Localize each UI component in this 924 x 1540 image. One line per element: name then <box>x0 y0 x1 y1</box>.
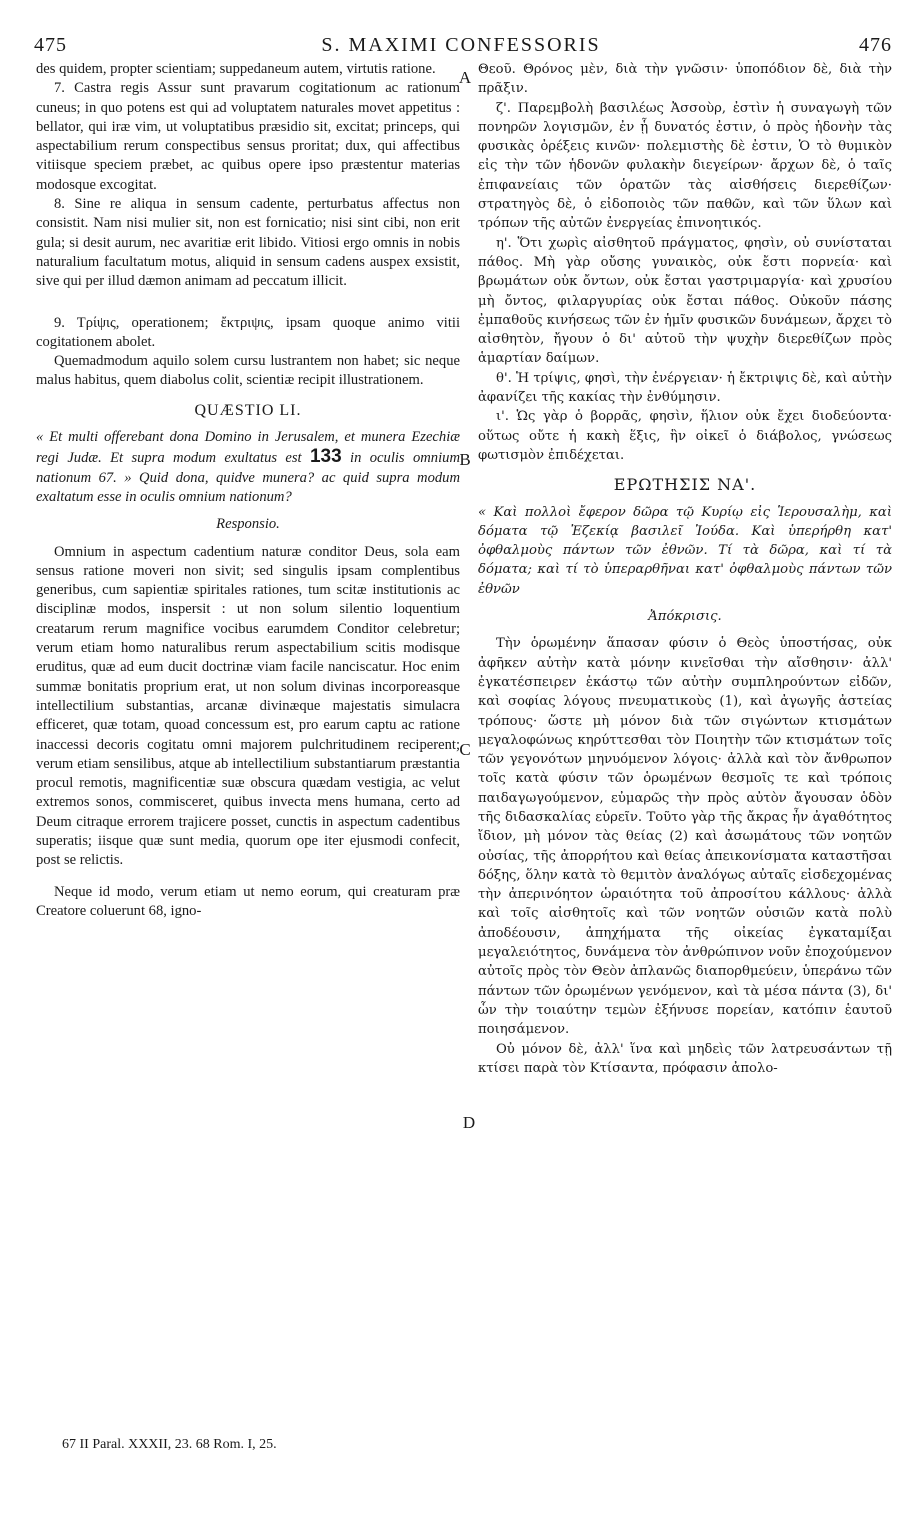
latin-response-heading: Responsio. <box>216 516 280 533</box>
column-number: 133 <box>309 446 342 468</box>
latin-column <box>36 60 460 921</box>
margin-letter-c: C <box>459 740 471 759</box>
latin-quote-part-b: in oculis omnium nationum 67. » Quid dona, quidve munera? ac quid supra modum exaltatum esse in oculis omnium nationum? <box>36 450 460 505</box>
greek-paragraph: ζ'. Παρεμβολὴ βασιλέως Ἀσσοὺρ, ἐστὶν ἡ συναγωγὴ τῶν πονηρῶν λογισμῶν, ἐν ᾗ δυνατός ἐστιν, ὁ πρὸς ἡδονὴν τὰς φυσικὰς ὀρέξεις κινῶν· πολεμιστὴς δὲ ἐστιν, Ὁ τὸ θυμικὸν εἰς τὴν τῶν ἡδονῶν φυλακὴν διεγείρων· ἄρχων δὲ, ὁ ταῖς ἐπιφανείαις τῶν ὁρατῶν τὰς αἰσθήσεις διερεθίζων· στρατηγὸς δὲ, ὁ εἰδοποιὸς τῶν παθῶν, καὶ τῶν ὕλων καὶ τρόπων τῆς αὐτῶν ἐνεργείας ἐπινοητικός. <box>478 100 892 232</box>
greek-paragraph: ι'. Ὡς γὰρ ὁ βορρᾶς, φησὶν, ἥλιον οὐκ ἔχει διοδεύοντα· οὕτως οὔτε ἡ κακὴ ἕξις, ἣν οἰκεῖ ὁ διάβολος, γνώσεως φωτισμὸν ἐπιδέχεται. <box>478 409 892 463</box>
page-number-left: 475 <box>34 34 67 56</box>
greek-question-heading: ΕΡΩΤΗΣΙΣ ΝΑ'. <box>613 475 757 495</box>
greek-paragraph: Θεοῦ. Θρόνος μὲν, διὰ τὴν γνῶσιν· ὑποπόδιον δὲ, διὰ τὴν πρᾶξιν. <box>478 62 892 97</box>
latin-quote-part-a: « Et multi offerebant dona Domino in Jerusalem, et munera Ezechiæ regi Judæ. Et supra modum exultatus est <box>36 429 460 467</box>
latin-paragraph: Quemadmodum aquilo solem cursu lustrantem non habet; sic neque malus habitus, quem diabolus colit, scientiæ recipit illustrationem. <box>36 353 460 389</box>
page-header <box>30 34 892 60</box>
latin-paragraph: Neque id modo, verum etiam ut nemo eorum, qui creaturam præ Creatore coluerunt 68, igno- <box>36 883 460 919</box>
running-title: S. MAXIMI CONFESSORIS <box>321 34 601 56</box>
latin-paragraph: 9. Τρίψις, operationem; ἔκτριψις, ipsam quoque animo vitii cogitationem abolet. <box>36 314 460 350</box>
greek-response-heading: Ἀπόκρισις. <box>648 609 722 625</box>
latin-scripture-quote <box>36 428 460 507</box>
latin-question-heading: QUÆSTIO LI. <box>194 401 302 419</box>
greek-paragraph: Τὴν ὁρωμένην ἅπασαν φύσιν ὁ Θεὸς ὑποστήσας, οὐκ ἀφῆκεν αὐτὴν κατὰ μόνην κινεῖσθαι τὴν αἴσθησιν· ἀλλ' ἐγκατέσπειρεν ἑκάστῳ τῶν αὐτὴν συμπληρούντων εἰδῶν, καὶ σοφίας λόγους πνευματικοὺς (1), καὶ ἀγωγῆς ἀστείας τρόπους· ὥστε μὴ μόνον διὰ τῶν σιγώντων κτισμάτων μεγαλοφώνως κηρύττεσθαι τὸν Ποιητὴν τῶν κτισμάτων τοῖς τῶν γεγονότων μηνυόμενον λόγοις· ἀλλὰ καὶ τὸν ἄνθρωπον τοῖς κατὰ φύσιν τῶν ὁρωμένων θεσμοῖς τε καὶ τρόποις παιδαγωγούμενον, εὐμαρῶς τὴν πρὸς αὐτὸν ἄγουσαν ὁδὸν τῆς διδασκαλίας εὑρεῖν. Τοῦτο γὰρ τῆς ἄκρας ἦν ἀγαθότητος ἴδιον, μὴ μόνον τὰς θείας (2) καὶ ἀσωμάτους τῶν νοητῶν οὐσίας, τῆς ἀπορρήτου καὶ θείας ἀπεικονίσματα καταστῆσαι δόξης, ὅλην κατὰ τὸ θεμιτὸν ἀναλόγως αὐταῖς εἰσδεχομένας τὴν ἀπερινόητον ὡραιότητα τοῦ ἀπροσίτου κάλλους· ἀλλὰ καὶ τοῖς αἰσθητοῖς καὶ τῶν νοητῶν οὐσιῶν κατὰ πολὺ ἀποδέουσιν, ἀπηχήματα τῆς οἰκείας ἐγκαταμίξαι μεγαλειότητος, δυνάμενα τὸν ἀνθρώπινον νοῦν ἐποχούμενον αὐτοῖς πρὸς τὸν Θεὸν ἀπλανῶς διαπορθμεύειν, ὑπεράνω τῶν πάντων τῶν ὁρωμένων γενόμενον, καὶ τὰ μέσα πάντα (3), δι' ὧν τὴν τοιαύτην τεμὼν ἐξήνυσε πορείαν, κατόπιν ἑαυτοῦ ποιησάμενον. <box>478 636 892 1038</box>
margin-letter-b: B <box>459 450 471 469</box>
page-number-right: 476 <box>859 34 892 56</box>
greek-paragraph: θ'. Ἡ τρίψις, φησὶ, τὴν ἐνέργειαν· ἡ ἔκτριψις δὲ, καὶ αὐτὴν ἀφανίζει τῆς κακίας τὴν ἐνθύμησιν. <box>478 370 892 406</box>
margin-letter-a: A <box>458 68 472 87</box>
footnote: 67 II Paral. XXXII, 23. 68 Rom. I, 25. <box>62 1437 277 1452</box>
greek-paragraph: η'. Ὅτι χωρὶς αἰσθητοῦ πράγματος, φησὶν, οὐ συνίσταται πάθος. Μὴ γὰρ οὔσης γυναικὸς, οὐκ ἔστι πορνεία· καὶ βρωμάτων οὐκ ὄντων, οὐκ ἔσται γαστριμαργία· καὶ χρυσίου μὴ ὄντος, φιλαργυρίας οὐκ ἔσται πάθος. Οὐκοῦν πάσης ἐμπαθοῦς κινήσεως τῶν ἐν ἡμῖν φυσικῶν δυνάμεων, ἄρχει τὸ αἰσθητὸν, ἤγουν ὁ δι' αὐτοῦ τὴν ψυχὴν διερεθίζων πρὸς ἁμαρτίαν δαίμων. <box>478 235 892 367</box>
latin-paragraph: 8. Sine re aliqua in sensum cadente, perturbatus affectus non consistit. Nam nisi mulier sit, non est fornicatio; nisi sint cibi, non erit gula; si desit aurum, nec avaritiæ erit libido. Vitiosi ergo omnis in nobis naturalium facultatum motus, aliquid in sensum cadens auspex exsistit, sive qui per illud dæmon animam ad peccatum illicit. <box>36 196 460 290</box>
greek-scripture-quote: « Καὶ πολλοὶ ἔφερον δῶρα τῷ Κυρίῳ εἰς Ἱερουσαλὴμ, καὶ δόματα τῷ Ἐζεκίᾳ βασιλεῖ Ἰούδα. Καὶ ὑπερήρθη κατ' ὀφθαλμοὺς πάντων τῶν ἐθνῶν. Τί τὰ δῶρα, καὶ τί τὰ δόματα; καὶ τί τὸ ὑπεραρθῆναι κατ' ὀφθαλμοὺς πάντων τῶν ἐθνῶν <box>478 504 892 597</box>
greek-column <box>478 60 892 1078</box>
latin-paragraph: 7. Castra regis Assur sunt pravarum cogitationum ac rationum cuneus; in quo potens est qui ad voluptatem naturales movet appetitus : bellator, qui iræ vim, ut voluptatibus præsidio sit, excitat; princeps, qui aspectabilium rerum conspectibus sensus proritat; dux, qui affectibus vitiisque speciem præbet, ac quibus opere ipso præstentur materias modosque excogitat. <box>36 80 460 193</box>
greek-paragraph: Οὐ μόνον δὲ, ἀλλ' ἵνα καὶ μηδεὶς τῶν λατρευσάντων τῇ κτίσει παρὰ τὸν Κτίσαντα, πρόφασιν ἀπολο- <box>478 1041 892 1076</box>
latin-paragraph: Omnium in aspectum cadentium naturæ conditor Deus, sola eam sensus ratione moveri non sivit; sed singulis ipsam complentibus generibus, cum sapientiæ spiritales rationes, tum scitæ institutionis ac disciplinæ modos, inspersit : ut non solum silentio loquentium creatarum rerum magnifice vocibus earumdem Conditor celebretur; verum etiam homo naturalibus rerum aspectabilium scitis modisque eruditus, quæ ad eum ducit doctrinæ viam facile nanciscatur. Hoc enim summæ bonitatis proprium erat, ut non solum divinas incorporeasque intellectilium substantias, arcanæ divinæque majestatis simulacra efficeret, quæ totam, quoad concessum est, pro earum captu ac ratione inaccessi decoris cogitatu omni majorem pulchritudinem reciperent; verum etiam sensilibus, atque ab intellectilium substantiarum præstantia procul remotis, magnificentiæ suæ obscura quædam vestigia, ac velut extremos sonos, commisceret, quibus invecta mens humana, certo ad Deum citraque errorem trajicere posset, cunctis in aspectum cadentibus superatis; iisque quæ sunt media, quorum ope iter ejusmodi confecit, post se relictis. <box>36 543 460 869</box>
margin-letter-d: D <box>462 1113 476 1132</box>
latin-paragraph: des quidem, propter scientiam; suppedaneum autem, virtutis ratione. <box>36 61 436 77</box>
